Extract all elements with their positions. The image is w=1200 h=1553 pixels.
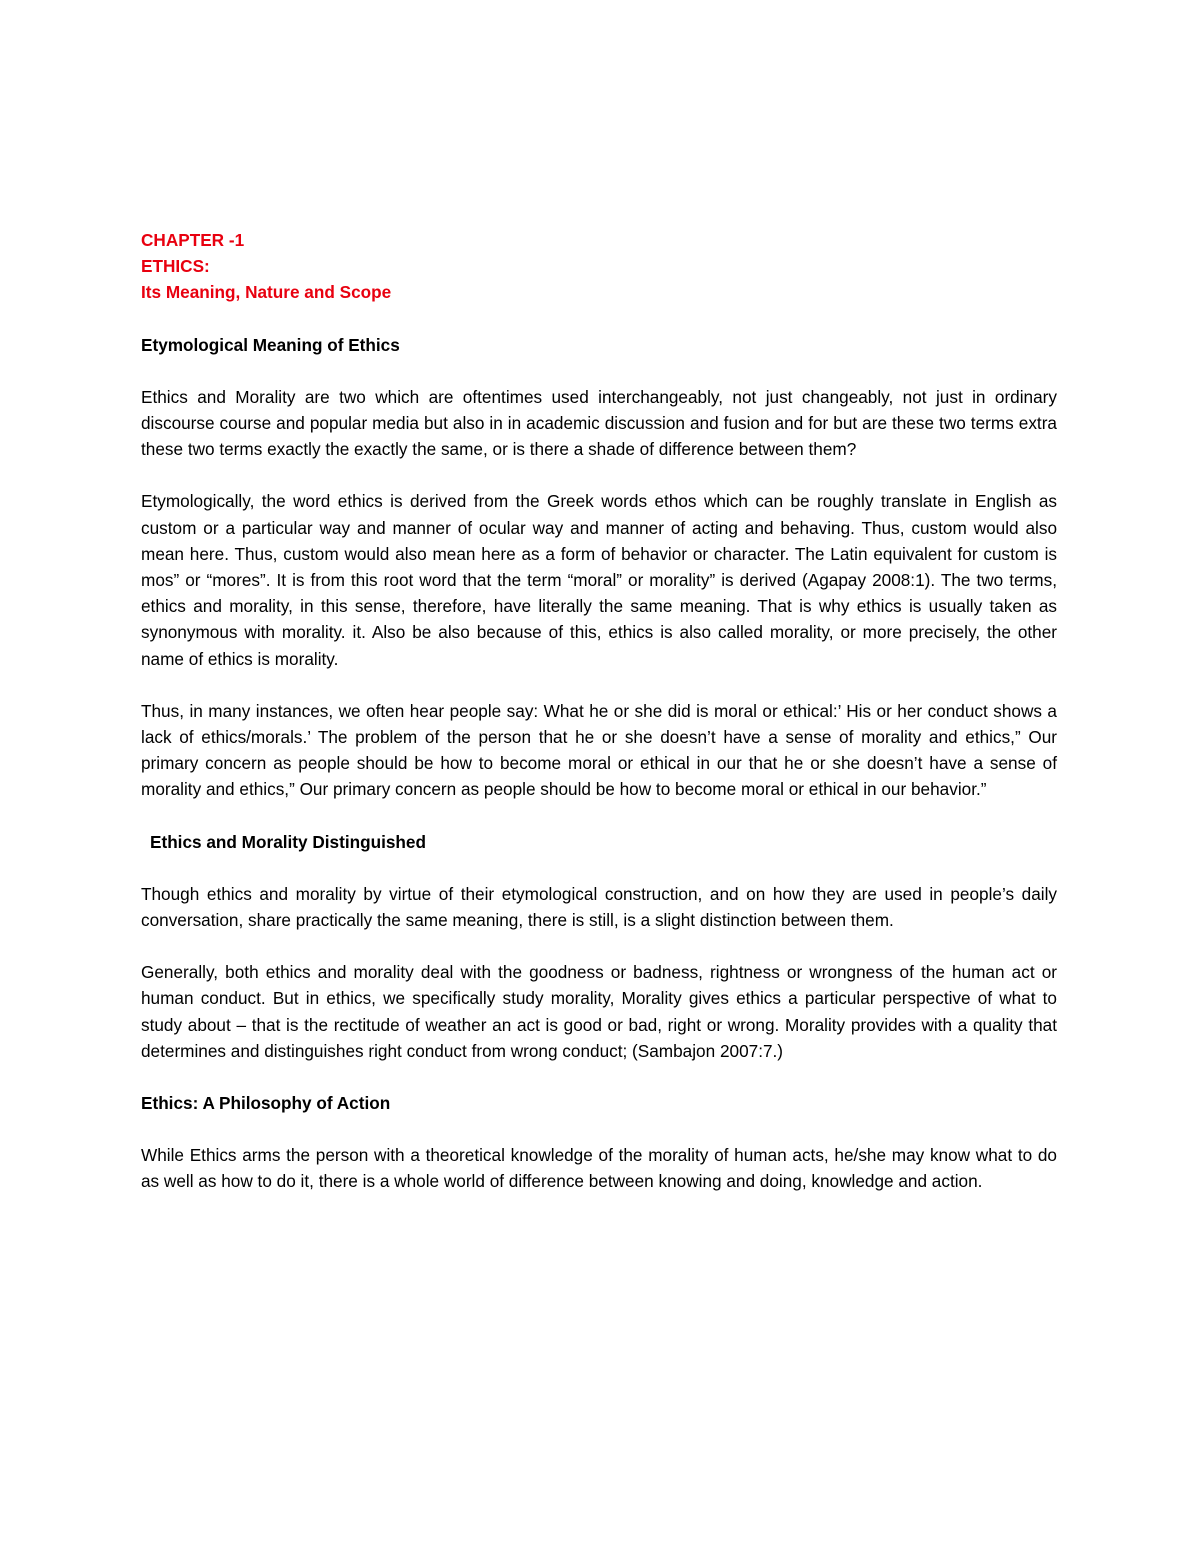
document-page	[141, 227, 1057, 1195]
paragraph: Thus, in many instances, we often hear people say: What he or she did is moral or ethical:’ His or her conduct shows a lack of ethics/morals.’ The problem of the person that he or she doesn’t have a sense of morality and ethics,” Our primary concern as people should be how to become moral or ethical in our that he or she doesn’t have a sense of morality and ethics,” Our primary concern as people should be how to become moral or ethical in our behavior.”	[141, 700, 1057, 800]
chapter-title-block	[141, 227, 1057, 306]
paragraph: Etymologically, the word ethics is derived from the Greek words ethos which can be roughly translate in English as custom or a particular way and manner of ocular way and manner of acting and behaving. Thus, custom would also mean here. Thus, custom would also mean here as a form of behavior or character. The Latin equivalent for custom is mos” or “mores”. It is from this root word that the term “moral” or morality” is derived (Agapay 2008:1). The two terms, ethics and morality, in this sense, therefore, have literally the same meaning. That is why ethics is usually taken as synonymous with morality. it. Also be also because of this, ethics is also called morality, or more precisely, the other name of ethics is morality.	[141, 491, 1057, 669]
chapter-number: CHAPTER -1	[141, 230, 245, 250]
section-heading: Ethics: A Philosophy of Action	[141, 1093, 391, 1114]
section-heading: Etymological Meaning of Ethics	[141, 334, 400, 355]
chapter-subtitle: Its Meaning, Nature and Scope	[141, 282, 392, 303]
paragraph: While Ethics arms the person with a theoretical knowledge of the morality of human acts, he/she may know what to do as well as how to do it, there is a whole world of difference between knowing and doing, knowledge and action.	[141, 1145, 1057, 1192]
section-heading: Ethics and Morality Distinguished	[150, 831, 426, 852]
chapter-subject: ETHICS:	[141, 256, 210, 277]
section-ethics-morality-distinguished	[141, 829, 1057, 1064]
section-philosophy-of-action	[141, 1090, 1057, 1195]
paragraph: Though ethics and morality by virtue of their etymological construction, and on how they are used in people’s daily conversation, share practically the same meaning, there is still, is a slight distinction between them.	[141, 883, 1057, 931]
paragraph: Generally, both ethics and morality deal with the goodness or badness, rightness or wrongness of the human act or human conduct. But in ethics, we specifically study morality, Morality gives ethics a particular perspective of what to study about – that is the rectitude of weather an act is good or bad, right or wrong. Morality provides with a quality that determines and distinguishes right conduct from wrong conduct; (Sambajon 2007:7.)	[141, 962, 1057, 1061]
paragraph: Ethics and Morality are two which are oftentimes used interchangeably, not just changeably, not just in ordinary discourse course and popular media but also in in academic discussion and fusion and for but are these two terms extra these two terms exactly the exactly the same, or is there a shade of difference between them?	[141, 386, 1057, 460]
section-etymological-meaning	[141, 332, 1057, 803]
